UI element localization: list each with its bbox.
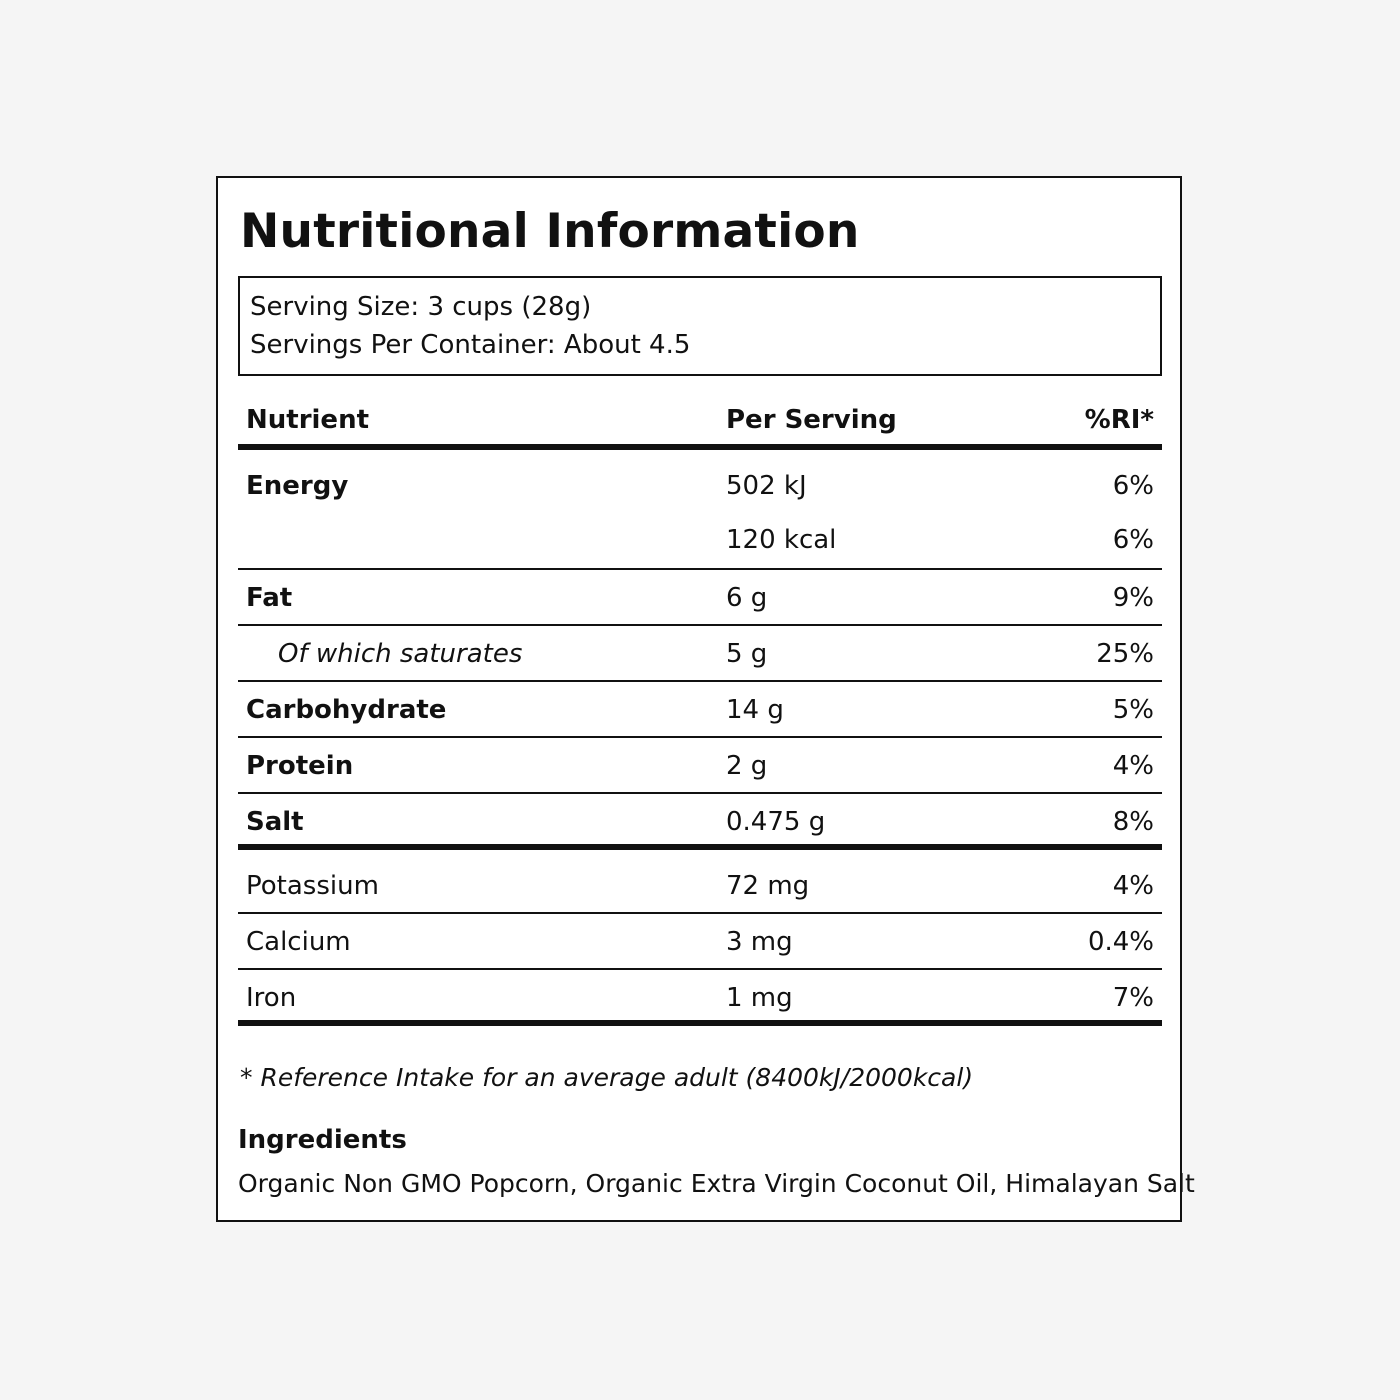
fat-name: Fat — [246, 583, 293, 613]
table-row-potassium — [238, 850, 1162, 914]
energy-kcal-ri: 6% — [1112, 525, 1154, 555]
energy-kcal-value: 120 kcal — [726, 525, 837, 555]
nutrition-table — [238, 394, 1162, 1026]
header-nutrient: Nutrient — [246, 405, 370, 435]
protein-ri: 4% — [1112, 751, 1154, 781]
table-row-carbohydrate — [238, 682, 1162, 738]
servings-per-container: Servings Per Container: About 4.5 — [250, 330, 691, 360]
ingredients-list: Organic Non GMO Popcorn, Organic Extra Virgin Coconut Oil, Himalayan Salt — [238, 1169, 1195, 1198]
fat-value: 6 g — [726, 583, 768, 613]
nutrition-label-panel — [216, 176, 1195, 1222]
table-row-saturates — [238, 626, 1162, 682]
table-row-protein — [238, 738, 1162, 794]
reference-intake-footnote: * Reference Intake for an average adult (8400kJ/2000kcal) — [240, 1063, 974, 1092]
salt-name: Salt — [246, 807, 304, 837]
energy-name: Energy — [246, 471, 349, 501]
iron-ri: 7% — [1112, 983, 1154, 1013]
table-row-energy — [238, 450, 1162, 570]
saturates-ri: 25% — [1096, 639, 1154, 669]
potassium-name: Potassium — [246, 871, 379, 901]
iron-value: 1 mg — [726, 983, 793, 1013]
salt-ri: 8% — [1112, 807, 1154, 837]
table-row-fat — [238, 570, 1162, 626]
table-row-iron — [238, 970, 1162, 1026]
serving-size: Serving Size: 3 cups (28g) — [250, 292, 592, 322]
carbohydrate-name: Carbohydrate — [246, 695, 447, 725]
table-row-salt — [238, 794, 1162, 850]
saturates-name: Of which saturates — [278, 639, 523, 669]
potassium-ri: 4% — [1112, 871, 1154, 901]
serving-info-box — [238, 276, 1162, 376]
fat-ri: 9% — [1112, 583, 1154, 613]
energy-kj-ri: 6% — [1112, 471, 1154, 501]
carbohydrate-ri: 5% — [1112, 695, 1154, 725]
label-title: Nutritional Information — [240, 204, 860, 259]
calcium-name: Calcium — [246, 927, 351, 957]
header-ri: %RI* — [1084, 405, 1154, 435]
protein-name: Protein — [246, 751, 354, 781]
table-row-calcium — [238, 914, 1162, 970]
ingredients-heading: Ingredients — [238, 1125, 407, 1155]
energy-kj-value: 502 kJ — [726, 471, 807, 501]
header-per-serving: Per Serving — [726, 405, 897, 435]
table-header-row — [238, 394, 1162, 450]
protein-value: 2 g — [726, 751, 768, 781]
potassium-value: 72 mg — [726, 871, 810, 901]
saturates-value: 5 g — [726, 639, 768, 669]
calcium-value: 3 mg — [726, 927, 793, 957]
carbohydrate-value: 14 g — [726, 695, 784, 725]
iron-name: Iron — [246, 983, 297, 1013]
calcium-ri: 0.4% — [1087, 927, 1154, 957]
salt-value: 0.475 g — [726, 807, 826, 837]
